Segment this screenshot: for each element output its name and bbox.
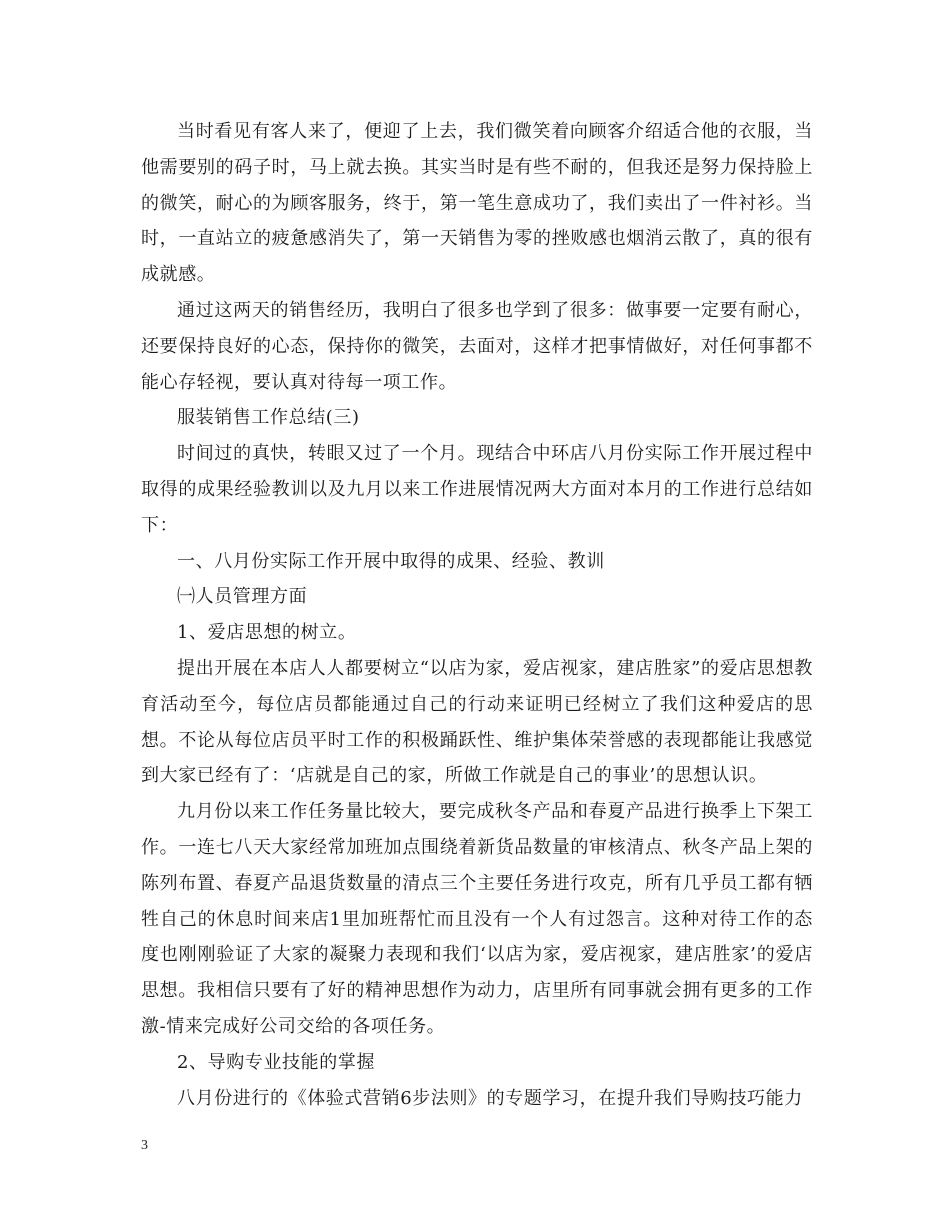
- paragraph: 当时看见有客人来了，便迎了上去，我们微笑着向顾客介绍适合他的衣服，当他需要别的码子时，马上就去换。其实当时是有些不耐的，但我还是努力保持脸上的微笑，耐心的为顾客服务，终于，第一笔生意成功了，我们卖出了一件衬衫。当时，一直站立的疲惫感消失了，第一天销售为零的挫败感也烟消云散了，真的很有成就感。: [141, 121, 813, 286]
- paragraph: 时间过的真快，转眼又过了一个月。现结合中环店八月份实际工作开展过程中取得的成果经验教训以及九月以来工作进展情况两大方面对本月的工作进行总结如下：: [141, 443, 813, 536]
- document-body: [141, 114, 813, 1116]
- paragraph: 八月份进行的《体验式营销6步法则》的专题学习，在提升我们导购技巧能力: [177, 1087, 803, 1109]
- section-heading: 服装销售工作总结(三): [177, 407, 360, 429]
- section-heading: 一、八月份实际工作开展中取得的成果、经验、教训: [177, 550, 605, 572]
- subsection-heading: ㈠人员管理方面: [177, 586, 308, 608]
- item-heading: 2、导购专业技能的掌握: [177, 1051, 376, 1073]
- page-number: 3: [141, 1138, 148, 1153]
- paragraph: 提出开展在本店人人都要树立“以店为家，爱店视家，建店胜家”的爱店思想教育活动至今，每位店员都能通过自己的行动来证明已经树立了我们这种爱店的思想。不论从每位店员平时工作的积极踊跃性、维护集体荣誉感的表现都能让我感觉到大家已经有了：‘店就是自己的家，所做工作就是自己的事业’的思想认识。: [141, 657, 813, 787]
- paragraph: 九月份以来工作任务量比较大，要完成秋冬产品和春夏产品进行换季上下架工作。一连七八天大家经常加班加点围绕着新货品数量的审核清点、秋冬产品上架的陈列布置、春夏产品退货数量的清点三个主要任务进行攻克，所有几乎员工都有牺牲自己的休息时间来店1里加班帮忙而且没有一个人有过怨言。这种对待工作的态度也刚刚验证了大家的凝聚力表现和我们‘以店为家，爱店视家，建店胜家’的爱店思想。我相信只要有了好的精神思想作为动力，店里所有同事就会拥有更多的工作激-情来完成好公司交给的各项任务。: [141, 801, 813, 1037]
- paragraph: 通过这两天的销售经历，我明白了很多也学到了很多：做事要一定要有耐心，还要保持良好的心态，保持你的微笑，去面对，这样才把事情做好，对任何事都不能心存轻视，要认真对待每一项工作。: [141, 299, 813, 393]
- item-heading: 1、爱店思想的树立。: [177, 622, 357, 644]
